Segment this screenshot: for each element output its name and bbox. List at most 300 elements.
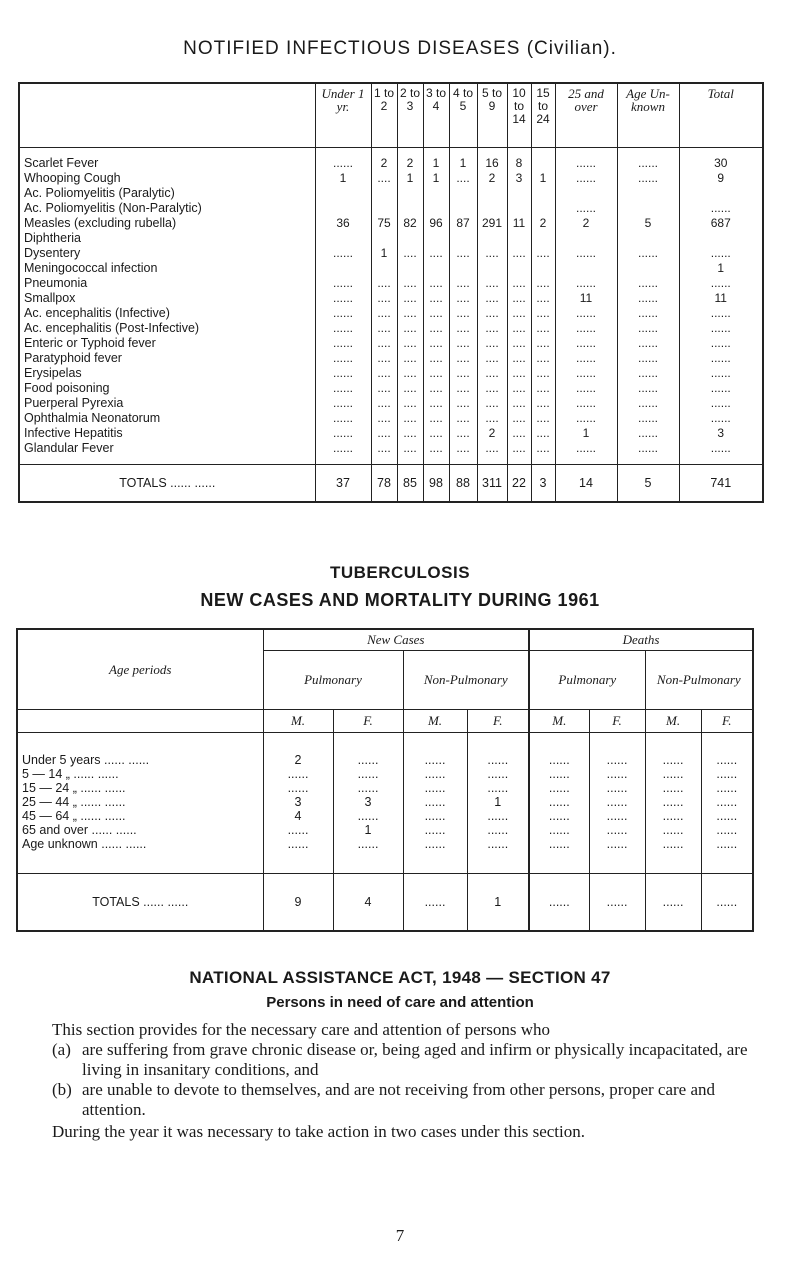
table-cell: 37	[315, 465, 371, 503]
female-header: F.	[467, 710, 529, 733]
table-cell: ......	[645, 837, 701, 851]
table-cell: ......	[315, 426, 371, 441]
table-cell	[477, 186, 507, 201]
table-cell: ......	[555, 396, 617, 411]
table-cell: Ac. encephalitis (Post-Infective)	[24, 321, 200, 335]
table-cell: ....	[423, 396, 449, 411]
col-header: 15 to 24	[531, 83, 555, 148]
table-cell: ......	[263, 767, 333, 781]
table-cell	[397, 231, 423, 246]
table-row	[19, 381, 763, 396]
male-header: M.	[403, 710, 467, 733]
table-cell: ......	[403, 874, 467, 932]
table-cell: 36	[315, 216, 371, 231]
table-cell: ......	[617, 396, 679, 411]
table-row	[19, 426, 763, 441]
non-pulmonary-header: Non-Pulmonary	[645, 651, 753, 710]
table-cell: ....	[397, 351, 423, 366]
table-cell: ....	[449, 336, 477, 351]
table-cell: ....	[397, 396, 423, 411]
table-cell: ....	[397, 426, 423, 441]
table-cell: ......	[617, 321, 679, 336]
table-cell: ....	[371, 381, 397, 396]
table-cell: ....	[371, 366, 397, 381]
table-row	[19, 261, 763, 276]
table-cell: ......	[315, 321, 371, 336]
table-cell: ......	[333, 781, 403, 795]
spacer-cell	[19, 456, 315, 465]
table-cell	[477, 201, 507, 216]
male-header: M.	[263, 710, 333, 733]
spacer-cell	[589, 733, 645, 754]
table-cell: 311	[477, 465, 507, 503]
table-cell: ......	[555, 381, 617, 396]
table-cell: ......	[617, 306, 679, 321]
naa-b-label: (b)	[52, 1080, 72, 1099]
table-cell: 1	[531, 171, 555, 186]
table-cell: ....	[449, 366, 477, 381]
table-cell: 45 — 64 „ ...... ......	[22, 809, 126, 823]
table-cell: ....	[531, 411, 555, 426]
table-cell: ......	[403, 767, 467, 781]
table-row	[17, 795, 753, 809]
table-cell: 87	[449, 216, 477, 231]
female-header: F.	[701, 710, 753, 733]
table-cell: ....	[423, 276, 449, 291]
spacer-cell	[333, 733, 403, 754]
pulmonary-header: Pulmonary	[529, 651, 645, 710]
tb-header-row-3	[17, 710, 753, 733]
table-cell	[555, 186, 617, 201]
table-cell: 11	[679, 291, 763, 306]
table-cell: ......	[467, 823, 529, 837]
table-row	[19, 411, 763, 426]
table-cell: ....	[449, 351, 477, 366]
table-cell: ....	[531, 381, 555, 396]
table-cell: Diphtheria	[24, 231, 81, 245]
table-cell: ....	[449, 291, 477, 306]
page-title: NOTIFIED INFECTIOUS DISEASES (Civilian).	[183, 38, 617, 59]
table-cell: ......	[529, 795, 589, 809]
table-row	[17, 823, 753, 837]
table-cell: ....	[397, 366, 423, 381]
table-cell	[617, 261, 679, 276]
table-cell: 15 — 24 „ ...... ......	[22, 781, 126, 795]
table-cell: ......	[529, 767, 589, 781]
table-cell: ......	[263, 781, 333, 795]
table-cell: ....	[507, 246, 531, 261]
table-cell: ......	[529, 837, 589, 851]
table-cell	[555, 261, 617, 276]
table-cell: 5	[617, 465, 679, 503]
table-cell: ......	[701, 781, 753, 795]
table-cell	[617, 231, 679, 246]
table-cell	[507, 231, 531, 246]
table-cell: ......	[679, 201, 763, 216]
table-cell: ......	[617, 156, 679, 171]
table-cell: ....	[449, 411, 477, 426]
table-cell: ......	[679, 381, 763, 396]
pulmonary-header: Pulmonary	[263, 651, 403, 710]
table-cell: ......	[555, 246, 617, 261]
table-cell: ....	[423, 426, 449, 441]
spacer-cell	[467, 733, 529, 754]
table-cell: 14	[555, 465, 617, 503]
spacer-cell	[449, 148, 477, 157]
table-row	[17, 753, 753, 767]
spacer-cell	[617, 456, 679, 465]
table-cell: ......	[645, 874, 701, 932]
table-cell: 5	[617, 216, 679, 231]
spacer-cell	[423, 148, 449, 157]
table-cell: 1	[679, 261, 763, 276]
table-cell: 78	[371, 465, 397, 503]
naa-a-text: are suffering from grave chronic disease or, being aged and infirm or physically incapacitated, are living in insanitary conditions, and	[82, 1040, 748, 1079]
table-cell: 88	[449, 465, 477, 503]
table-cell	[371, 186, 397, 201]
table-cell: ......	[555, 276, 617, 291]
page-number: 7	[395, 1226, 405, 1245]
table-cell: ....	[507, 396, 531, 411]
table-cell	[315, 231, 371, 246]
totals-row	[17, 874, 753, 932]
table-cell	[477, 231, 507, 246]
table-cell: ......	[617, 411, 679, 426]
table-cell: ......	[403, 837, 467, 851]
table-cell: ......	[589, 809, 645, 823]
table-cell: Meningococcal infection	[24, 261, 158, 275]
table-cell: ......	[333, 767, 403, 781]
table-cell: ......	[679, 411, 763, 426]
col-header: 2 to 3	[397, 83, 423, 148]
table-cell: 22	[507, 465, 531, 503]
table-cell: ....	[397, 381, 423, 396]
table-cell: 3	[333, 795, 403, 809]
table-cell: ......	[679, 246, 763, 261]
table-cell: ......	[617, 336, 679, 351]
table-cell: ....	[531, 306, 555, 321]
table-cell: ......	[555, 201, 617, 216]
table-cell: ......	[403, 781, 467, 795]
table-cell	[449, 231, 477, 246]
table-cell	[555, 231, 617, 246]
table-cell: 11	[555, 291, 617, 306]
table-cell: ......	[315, 291, 371, 306]
table-cell: ....	[371, 171, 397, 186]
table-cell: ......	[701, 837, 753, 851]
table-cell: ....	[477, 396, 507, 411]
table-cell: ....	[477, 336, 507, 351]
table-cell: 9	[679, 171, 763, 186]
table-cell: ....	[449, 171, 477, 186]
table-cell: Smallpox	[24, 291, 76, 305]
label-header	[19, 83, 315, 148]
table-cell: Ac. Poliomyelitis (Non-Paralytic)	[24, 201, 202, 215]
table-cell: 1	[555, 426, 617, 441]
table-cell: ......	[589, 781, 645, 795]
spacer-cell	[371, 148, 397, 157]
table-cell: 82	[397, 216, 423, 231]
table-cell: ......	[617, 441, 679, 456]
spacer-cell	[555, 456, 617, 465]
table-row	[19, 201, 763, 216]
spacer-cell	[315, 148, 371, 157]
table-cell: 3	[679, 426, 763, 441]
spacer-row	[19, 148, 763, 157]
spacer-cell	[397, 456, 423, 465]
table-cell: ......	[555, 336, 617, 351]
naa-intro: This section provides for the necessary care and attention of persons who	[52, 1020, 551, 1039]
table-cell: ......	[315, 411, 371, 426]
table-cell: TOTALS ...... ......	[17, 874, 263, 932]
table-cell: ....	[477, 351, 507, 366]
table-cell: 2	[477, 426, 507, 441]
table-cell: TOTALS ...... ......	[19, 465, 315, 503]
table-cell: ....	[477, 321, 507, 336]
table-cell: 687	[679, 216, 763, 231]
spacer-cell	[645, 733, 701, 754]
table-cell: Ac. Poliomyelitis (Paralytic)	[24, 186, 175, 200]
table-cell: ....	[397, 411, 423, 426]
spacer-cell	[263, 733, 333, 754]
table-cell: 1	[333, 823, 403, 837]
table-body	[19, 148, 763, 503]
table-row	[19, 291, 763, 306]
table-cell: ....	[449, 306, 477, 321]
table-cell: ....	[531, 276, 555, 291]
table-cell: Enteric or Typhoid fever	[24, 336, 156, 350]
spacer-cell	[397, 148, 423, 157]
table-cell: ....	[531, 351, 555, 366]
table-cell: ....	[397, 441, 423, 456]
table-cell: ......	[263, 837, 333, 851]
table-cell: ......	[529, 874, 589, 932]
col-header: 4 to 5	[449, 83, 477, 148]
table-cell: ....	[477, 441, 507, 456]
table-cell: ......	[315, 156, 371, 171]
table-cell: 2	[555, 216, 617, 231]
age-blank-header	[17, 710, 263, 733]
table-cell: ......	[315, 351, 371, 366]
table-cell: ......	[529, 781, 589, 795]
table-cell: ......	[555, 441, 617, 456]
table-cell: ......	[679, 336, 763, 351]
table-cell	[507, 186, 531, 201]
table-cell: Pneumonia	[24, 276, 88, 290]
table-cell	[371, 261, 397, 276]
table-cell: ......	[589, 767, 645, 781]
table-cell: ......	[263, 823, 333, 837]
table-cell: ......	[529, 823, 589, 837]
table-cell: 741	[679, 465, 763, 503]
table-cell	[449, 201, 477, 216]
table-cell: 1	[315, 171, 371, 186]
table-cell: ....	[531, 246, 555, 261]
table-cell: ....	[507, 411, 531, 426]
table-cell: 2	[397, 156, 423, 171]
table-cell: ......	[701, 823, 753, 837]
table-cell: ....	[423, 411, 449, 426]
table-row	[19, 366, 763, 381]
table-cell: 1	[423, 171, 449, 186]
spacer-cell	[17, 733, 263, 754]
infectious-diseases-table	[18, 82, 764, 503]
table-cell: 1	[397, 171, 423, 186]
table-cell: ......	[701, 874, 753, 932]
table-cell: ....	[423, 381, 449, 396]
table-cell	[449, 186, 477, 201]
table-cell: ......	[701, 753, 753, 767]
table-cell: Age unknown ...... ......	[22, 837, 147, 851]
table-cell: ....	[371, 441, 397, 456]
spacer-cell	[529, 851, 589, 874]
tuberculosis-table	[16, 628, 754, 932]
table-cell: ......	[617, 351, 679, 366]
spacer-cell	[19, 148, 315, 157]
table-cell: ......	[589, 837, 645, 851]
table-cell: ......	[555, 321, 617, 336]
table-cell: 25 — 44 „ ...... ......	[22, 795, 126, 809]
spacer-cell	[315, 456, 371, 465]
table-row	[19, 246, 763, 261]
table-cell: ......	[589, 753, 645, 767]
table-cell: ....	[397, 321, 423, 336]
table-cell: ......	[679, 276, 763, 291]
table-cell: ......	[617, 381, 679, 396]
table-cell	[507, 261, 531, 276]
table-cell: ....	[423, 321, 449, 336]
table-cell: ....	[449, 441, 477, 456]
table-cell: ......	[555, 351, 617, 366]
table-row	[17, 837, 753, 851]
table-cell: ....	[507, 336, 531, 351]
table-cell: ......	[617, 366, 679, 381]
table-cell: ......	[403, 809, 467, 823]
table-cell: ....	[423, 246, 449, 261]
table-cell	[423, 201, 449, 216]
table-cell: ....	[477, 291, 507, 306]
table-row	[19, 441, 763, 456]
col-header: 3 to 4	[423, 83, 449, 148]
table-cell: ......	[403, 795, 467, 809]
table-cell: 1	[423, 156, 449, 171]
table-cell: Puerperal Pyrexia	[24, 396, 124, 410]
table-row	[17, 767, 753, 781]
table-cell: ....	[423, 336, 449, 351]
table-cell: ....	[507, 291, 531, 306]
table-cell: 3	[531, 465, 555, 503]
spacer-cell	[403, 733, 467, 754]
table-cell: ......	[555, 366, 617, 381]
table-cell: ....	[507, 426, 531, 441]
table-cell	[449, 261, 477, 276]
table-cell: 9	[263, 874, 333, 932]
spacer-cell	[17, 851, 263, 874]
spacer-cell	[531, 456, 555, 465]
table-cell: 2	[477, 171, 507, 186]
table-cell: 3	[263, 795, 333, 809]
table-cell: ....	[531, 321, 555, 336]
table-cell: 75	[371, 216, 397, 231]
table-cell: ....	[397, 291, 423, 306]
totals-row	[19, 465, 763, 503]
table-cell: ....	[423, 441, 449, 456]
table-cell: 2	[263, 753, 333, 767]
col-header: 5 to 9	[477, 83, 507, 148]
table-cell: ......	[617, 171, 679, 186]
table-row	[19, 321, 763, 336]
naa-b-text: are unable to devote to themselves, and are not receiving from other persons, proper care and attention.	[82, 1080, 716, 1119]
spacer-cell	[531, 148, 555, 157]
table-cell: ....	[397, 276, 423, 291]
col-header: Age Un-known	[617, 83, 679, 148]
spacer-cell	[477, 148, 507, 157]
table-cell: 5 — 14 „ ...... ......	[22, 767, 119, 781]
col-header: Total	[679, 83, 763, 148]
spacer-cell	[449, 456, 477, 465]
table-cell: ......	[467, 781, 529, 795]
tb-table-body	[17, 733, 753, 932]
naa-subtitle: Persons in need of care and attention	[266, 994, 534, 1011]
table-cell: 96	[423, 216, 449, 231]
tb-header-row-1	[17, 629, 753, 651]
spacer-cell	[371, 456, 397, 465]
table-cell: ......	[555, 171, 617, 186]
table-cell: ......	[701, 767, 753, 781]
table-cell: ....	[531, 426, 555, 441]
table-cell	[423, 186, 449, 201]
table-cell: 3	[507, 171, 531, 186]
table-cell: 1	[449, 156, 477, 171]
table-cell	[315, 186, 371, 201]
table-cell: ......	[529, 753, 589, 767]
table-cell	[423, 261, 449, 276]
spacer-row	[17, 851, 753, 874]
table-cell: Ac. encephalitis (Infective)	[24, 306, 170, 320]
table-cell: ....	[423, 291, 449, 306]
table-cell: ......	[679, 396, 763, 411]
table-cell: ....	[423, 366, 449, 381]
table-cell: ....	[449, 276, 477, 291]
table-cell: ......	[645, 781, 701, 795]
tb-title: TUBERCULOSIS	[329, 563, 471, 582]
table-cell	[423, 231, 449, 246]
table-cell: 11	[507, 216, 531, 231]
table-cell: 85	[397, 465, 423, 503]
spacer-cell	[679, 148, 763, 157]
spacer-cell	[555, 148, 617, 157]
table-cell: ......	[679, 306, 763, 321]
spacer-row	[17, 733, 753, 754]
spacer-cell	[529, 733, 589, 754]
table-row	[17, 809, 753, 823]
table-cell: ......	[617, 426, 679, 441]
table-row	[19, 171, 763, 186]
table-cell: ......	[315, 246, 371, 261]
table-cell: ....	[449, 426, 477, 441]
deaths-header: Deaths	[529, 629, 753, 651]
table-cell: ....	[371, 411, 397, 426]
table-cell	[531, 261, 555, 276]
table-cell: ....	[449, 381, 477, 396]
table-cell: ......	[333, 809, 403, 823]
spacer-cell	[467, 851, 529, 874]
table-cell	[679, 186, 763, 201]
tb-subtitle: NEW CASES AND MORTALITY DURING 1961	[200, 590, 600, 610]
naa-title: NATIONAL ASSISTANCE ACT, 1948 — SECTION 47	[189, 968, 611, 987]
table-row	[19, 351, 763, 366]
table-cell: ......	[315, 441, 371, 456]
